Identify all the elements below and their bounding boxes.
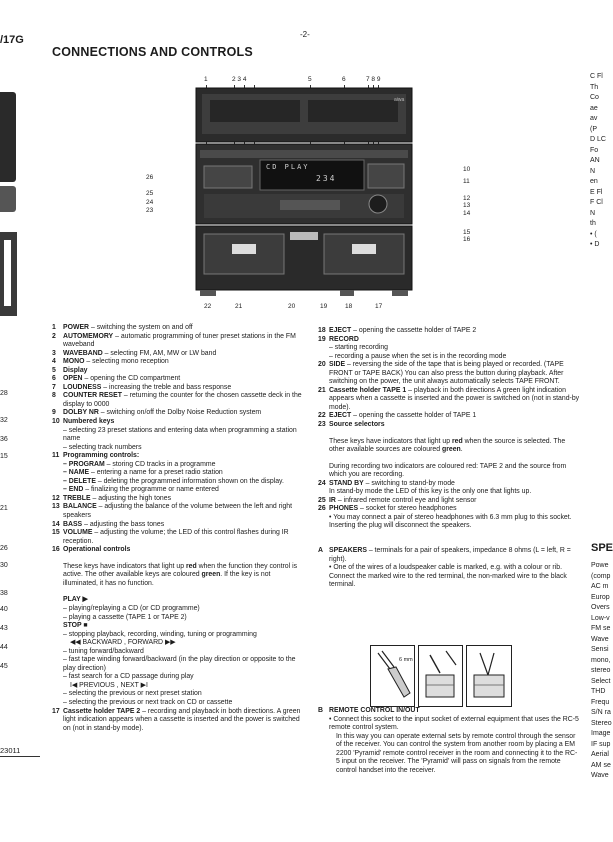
sub-item: – selecting the previous or next track on CD or cassette (63, 698, 233, 706)
callout-label: 6 (342, 76, 346, 83)
margin-number: 36 (0, 436, 8, 443)
margin-number: 30 (0, 562, 8, 569)
remote-note: • Connect this socket to the input socket of external equipment that uses the RC-5 remote control system. (329, 715, 579, 732)
control-item-15: 15 VOLUME – adjusting the volume; the LED of this control flashes during IR reception. (52, 529, 289, 545)
control-item-11: 11 Programming controls: (52, 452, 140, 460)
control-item-22: 22 EJECT – opening the cassette holder of TAPE 1 (318, 412, 477, 420)
control-item-5: 5 Display (52, 366, 88, 374)
right-strip-text: C Fl Th Co ae av (P D LC Fo AN N en E Fl F Cl N th • ( • D (590, 73, 606, 248)
brand-logo: aiwa (394, 97, 405, 103)
callout-label: 14 (463, 210, 471, 217)
control-item-8: 8 COUNTER RESET – returning the counter for the chosen cassette deck in the display to 0000 (52, 392, 302, 408)
margin-number: 32 (0, 417, 8, 424)
phones-note: • You may connect a pair of stereo headphones with 6.3 mm plug to this socket. Inserting the plug will disconnect the speakers. (329, 513, 572, 530)
sub-item: – PROGRAM – storing CD tracks in a programme (63, 460, 216, 468)
callout-label: 17 (375, 303, 383, 310)
callout-label: 5 (308, 76, 312, 83)
recording-note: During recording two indicators are coloured red: TAPE 2 and the source from which you are recording. (329, 462, 567, 479)
right-column (318, 327, 580, 590)
margin-number: 45 (0, 663, 8, 670)
callout-label: 12 (463, 195, 471, 202)
callout-label: 16 (463, 236, 471, 243)
control-item-1: 1 POWER – switching the system on and off (52, 324, 193, 331)
sub-item: – stopping playback, recording, winding, tuning or programming (63, 630, 257, 638)
rear-item-b: B REMOTE CONTROL IN/OUT (318, 707, 420, 714)
left-margin-numbers (0, 0, 16, 842)
control-item-23: 23 Source selectors (318, 421, 385, 429)
callout-label: 26 (146, 174, 154, 181)
margin-number: 28 (0, 390, 8, 397)
callout-label: 23 (146, 207, 154, 214)
callout-label: 24 (146, 199, 154, 206)
sub-item: – selecting the previous or next preset station (63, 690, 202, 698)
callout-label: 19 (320, 303, 328, 310)
page-number: -2- (300, 30, 310, 39)
left-column (52, 324, 304, 733)
device-drawing (140, 70, 480, 315)
document-code: 23011 (0, 746, 21, 755)
speakers-note: • One of the wires of a loudspeaker cable is marked, e.g. with a colour or rib. Connect the marked wire to the red terminal, the non-marked wire to the black terminal. (329, 564, 567, 589)
display-digits: 234 (316, 174, 337, 183)
play-heading: PLAY ▶ (63, 596, 88, 604)
control-item-18: 18 EJECT – opening the cassette holder of TAPE 2 (318, 327, 477, 334)
sub-item: – NAME – entering a name for a preset radio station (63, 469, 223, 477)
control-item-6: 6 OPEN – opening the CD compartment (52, 375, 181, 383)
model-tag: /17G (0, 34, 24, 46)
source-indicator-note: These keys have indicators that light up red when the source is selected. The other available sources are coloured green. (329, 437, 566, 454)
control-item-26: 26 PHONES – socket for stereo headphones (318, 505, 457, 513)
sub-heading: ◀◀ BACKWARD , FORWARD ▶▶ (70, 639, 176, 647)
sub-item: – recording a pause when the set is in the recording mode (329, 352, 507, 360)
control-item-4: 4 MONO – selecting mono reception (52, 358, 169, 366)
callout-label: 15 (463, 229, 471, 236)
control-item-14: 14 BASS – adjusting the bass tones (52, 520, 165, 528)
keys-indicator-note: These keys have indicators that light up red when the function they control is active. The other available keys are coloured green. If the key is not illuminated, it has no function. (63, 562, 298, 587)
sub-item: – fast tape winding forward/backward (in the play direction or opposite to the play direction) (63, 656, 296, 672)
speaker-wiring-illustration (370, 645, 512, 707)
sub-item: – fast search for a CD passage during play (63, 673, 194, 681)
callout-label: 7 8 9 (366, 76, 381, 83)
sub-item: – starting recording (329, 344, 388, 352)
rear-item-a: A SPEAKERS – terminals for a pair of speakers, impedance 8 ohms (L = left, R = right). (318, 547, 571, 563)
margin-number: 15 (0, 453, 8, 460)
sub-item: – selecting 23 preset stations and entering data when programming a station name (63, 426, 297, 443)
callout-label: 22 (204, 303, 212, 310)
sub-item: – playing a cassette (TAPE 1 or TAPE 2) (63, 613, 187, 621)
callout-label: 10 (463, 166, 471, 173)
specifications-heading-fragment: SPE (591, 542, 613, 554)
callout-label: 25 (146, 190, 154, 197)
margin-number: 38 (0, 590, 8, 597)
callout-label: 21 (235, 303, 243, 310)
margin-number: 44 (0, 644, 8, 651)
control-item-21: 21 Cassette holder TAPE 1 – playback in both directions A green light indication appears when a cassette is inserted and the power is switched on (not in stand-by mode). (318, 386, 580, 411)
control-item-13: 13 BALANCE – adjusting the balance of the volume between the left and right speakers (52, 503, 293, 520)
margin-number: 40 (0, 606, 8, 613)
control-item-24: 24 STAND BY – switching to stand-by mode (318, 479, 455, 487)
margin-number: 43 (0, 625, 8, 632)
margin-number: 21 (0, 505, 8, 512)
margin-number: 26 (0, 545, 8, 552)
remote-control-section (318, 707, 580, 775)
sub-heading: I◀ PREVIOUS , NEXT ▶I (70, 681, 148, 689)
control-item-17: 17 Cassette holder TAPE 2 – recording and playback in both directions. A green light indication appears when a cassette is inserted and the power is switched on (not in stand-by mode). (52, 707, 301, 732)
control-item-19: 19 RECORD (318, 335, 359, 343)
sub-item: – END – finalizing the programme or name entered (63, 486, 219, 494)
device-illustration (140, 70, 480, 315)
divider (0, 756, 40, 757)
control-item-16: 16 Operational controls (52, 546, 131, 554)
sub-item: – playing/replaying a CD (or CD programme) (63, 604, 200, 612)
control-item-10: 10 Numbered keys (52, 418, 115, 426)
callout-label: 11 (463, 178, 470, 185)
remote-paragraph: In this way you can operate external sets by remote control through the sensor of the receiver. You can control the system from another room by placing a EM 2200 'Pyramid' remote control receiver in the room and connecting it to the RC-5 input on the receiver. The 'Pyramid' will pass on signals from the remote control handset into the receiver. (336, 732, 578, 774)
display-readout: CD PLAY (266, 163, 310, 171)
callout-label: 1 (204, 76, 208, 83)
callout-label: 2 3 4 (232, 76, 247, 83)
sub-item: – DELETE – deleting the programmed information shown on the display. (63, 477, 284, 485)
control-item-12: 12 TREBLE – adjusting the high tones (52, 494, 172, 502)
sub-item: – tuning forward/backward (63, 647, 144, 655)
sub-item: – selecting track numbers (63, 443, 142, 451)
control-item-9: 9 DOLBY NR – switching on/off the Dolby Noise Reduction system (52, 409, 262, 417)
right-spec-text: Powe (comp AC m Europ Overs Low-v FM se Wave Sensi mono, stereo Select THD Frequ S/N ra Stereo Image IF sup Aerial AM se Wave (591, 562, 612, 779)
stop-heading: STOP ■ (63, 622, 88, 630)
control-item-7: 7 LOUDNESS – increasing the treble and bass response (52, 383, 232, 391)
callout-label: 20 (288, 303, 296, 310)
control-item-3: 3 WAVEBAND – selecting FM, AM, MW or LW band (52, 349, 217, 357)
callout-label: 18 (345, 303, 353, 310)
callout-label: 13 (463, 202, 471, 209)
control-item-2: 2 AUTOMEMORY – automatic programming of tuner preset stations in the FM waveband (52, 332, 296, 349)
control-item-20: 20 SIDE – reversing the side of the tape that is being played or recorded. (TAPE FRONT or TAPE BACK) You can also press the button during playback. After switching on the power, the unit always automatically selects TAPE FRONT. (318, 361, 564, 386)
control-item-25: 25 IR – infrared remote control eye and light sensor (318, 496, 477, 504)
page-title: CONNECTIONS AND CONTROLS (52, 45, 253, 59)
wire-length-label: 6 mm (399, 657, 413, 663)
standby-note: In stand-by mode the LED of this key is the only one that lights up. (329, 488, 532, 496)
